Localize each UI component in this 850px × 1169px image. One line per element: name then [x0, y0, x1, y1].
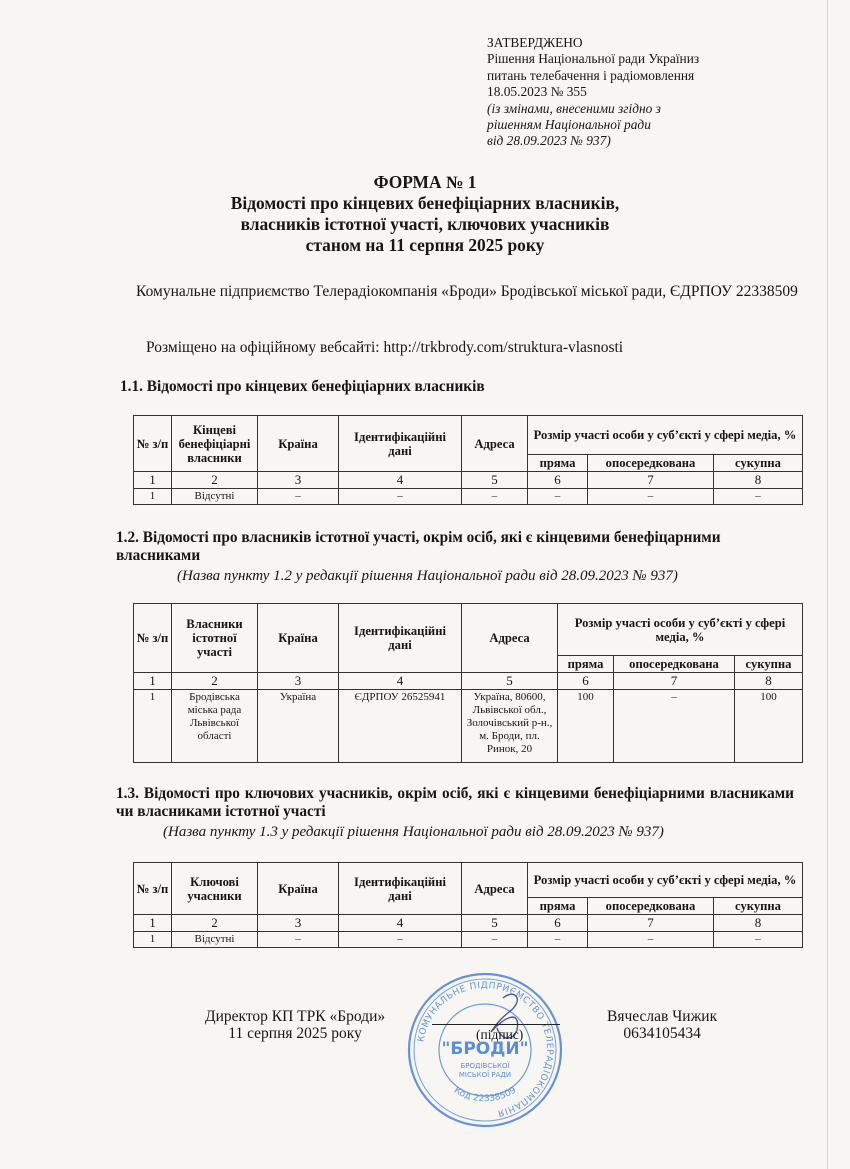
- approval-line: Рішення Національної ради Україниз: [487, 51, 700, 67]
- table-row: [134, 932, 803, 948]
- cell: –: [614, 690, 735, 763]
- column-number: 6: [558, 673, 614, 690]
- cell: –: [339, 932, 462, 948]
- organization-name: Комунальне підприємство Телерадіокомпанія «Броди» Бродівської міської ради, ЄДРПОУ 22338509: [136, 283, 798, 300]
- signer-name: Вячеслав Чижик: [607, 1008, 718, 1025]
- header-share: Розмір участі особи у суб’єкті у сфері медіа, %: [558, 604, 803, 656]
- column-number: 4: [339, 915, 462, 932]
- column-number: 3: [258, 472, 339, 489]
- cell: 100: [558, 690, 614, 763]
- cell: –: [462, 932, 528, 948]
- column-number: 7: [588, 472, 714, 489]
- official-seal: [405, 970, 565, 1130]
- header-owner: Кінцеві бенефіціарні власники: [172, 416, 258, 472]
- cell: –: [714, 489, 803, 505]
- cell: ЄДРПОУ 26525941: [339, 690, 462, 763]
- approval-line: питань телебачення і радіомовлення: [487, 67, 695, 83]
- header-id: Ідентифікаційні дані: [339, 863, 462, 915]
- cell: –: [462, 489, 528, 505]
- column-number: 5: [462, 673, 558, 690]
- signer-position-block: [205, 1008, 385, 1042]
- table-row: [134, 690, 803, 763]
- column-number: 2: [172, 673, 258, 690]
- approval-line: від 28.09.2023 № 937): [487, 133, 611, 149]
- header-num: № з/п: [134, 604, 172, 673]
- cell: –: [714, 932, 803, 948]
- header-owner: Власники істотної участі: [172, 604, 258, 673]
- column-number: 3: [258, 673, 339, 690]
- column-number: 3: [258, 915, 339, 932]
- column-number: 2: [172, 472, 258, 489]
- table-row: [134, 489, 803, 505]
- seal-sub-text: БРОДІВСЬКОЇ: [460, 1062, 510, 1070]
- approval-line: ЗАТВЕРДЖЕНО: [487, 35, 583, 50]
- header-owner: Ключові учасники: [172, 863, 258, 915]
- cell: –: [339, 489, 462, 505]
- header-direct: пряма: [528, 455, 588, 472]
- cell: –: [588, 932, 714, 948]
- column-number: 1: [134, 472, 172, 489]
- header-indirect: опосередкована: [614, 656, 735, 673]
- approval-block: [487, 35, 699, 150]
- section-note: (Назва пункту 1.2 у редакції рішення Національної ради від 28.09.2023 № 937): [177, 568, 678, 584]
- column-number: 8: [735, 673, 803, 690]
- header-total: сукупна: [714, 898, 803, 915]
- cell: Україна: [258, 690, 339, 763]
- form-title-line: власників істотної участі, ключових учасників: [240, 214, 610, 234]
- signer-position: Директор КП ТРК «Броди»: [205, 1008, 386, 1025]
- section-heading: 1.2. Відомості про власників істотної участі, окрім осіб, які є кінцевими бенефіцарними власниками: [116, 529, 721, 564]
- header-address: Адреса: [462, 416, 528, 472]
- cell: 100: [735, 690, 803, 763]
- cell: Відсутні: [172, 932, 258, 948]
- seal-center-text: "БРОДИ": [441, 1039, 529, 1059]
- approval-line: (із змінами, внесеними згідно з: [487, 100, 661, 116]
- approval-line: рішенням Національної ради: [487, 117, 651, 133]
- column-number: 6: [528, 472, 588, 489]
- form-title: [0, 172, 850, 256]
- seal-code-text: [452, 1085, 518, 1104]
- beneficiaries-table: [133, 415, 803, 505]
- seal-ring-label: КОМУНАЛЬНЕ ПІДПРИЄМСТВО ТЕЛЕРАДІОКОМПАНІЯ: [416, 980, 555, 1118]
- header-indirect: опосередкована: [588, 455, 714, 472]
- header-indirect: опосередкована: [588, 898, 714, 915]
- seal-sub-text: МІСЬКОЇ РАДИ: [458, 1071, 512, 1079]
- section-heading: 1.1. Відомості про кінцевих бенефіціарних власників: [120, 378, 485, 395]
- cell: –: [528, 932, 588, 948]
- header-address: Адреса: [462, 863, 528, 915]
- column-number: 2: [172, 915, 258, 932]
- key-participants-table: [133, 862, 803, 948]
- cell: –: [258, 932, 339, 948]
- form-title-line: Відомості про кінцевих бенефіціарних власників,: [230, 193, 620, 213]
- column-number: 5: [462, 915, 528, 932]
- column-number: 7: [614, 673, 735, 690]
- cell: Відсутні: [172, 489, 258, 505]
- column-number: 7: [588, 915, 714, 932]
- signer-name-block: [607, 1008, 717, 1042]
- column-number: 1: [134, 673, 172, 690]
- header-address: Адреса: [462, 604, 558, 673]
- significant-owners-table: [133, 603, 803, 763]
- cell: 1: [134, 690, 172, 763]
- header-country: Країна: [258, 863, 339, 915]
- header-num: № з/п: [134, 416, 172, 472]
- column-number: 4: [339, 673, 462, 690]
- header-id: Ідентифікаційні дані: [339, 416, 462, 472]
- header-total: сукупна: [735, 656, 803, 673]
- form-title-line: ФОРМА № 1: [373, 172, 477, 192]
- column-number: 6: [528, 915, 588, 932]
- header-share: Розмір участі особи у суб’єкті у сфері медіа, %: [528, 863, 803, 898]
- header-country: Країна: [258, 604, 339, 673]
- website-line: Розміщено на офіційному вебсайті: http://trkbrody.com/struktura-vlasnosti: [146, 339, 624, 356]
- column-number: 5: [462, 472, 528, 489]
- signature-line: [432, 1024, 560, 1025]
- section-note: (Назва пункту 1.3 у редакції рішення Національної ради від 28.09.2023 № 937): [163, 824, 664, 840]
- cell: Бродівська міська рада Львівської області: [172, 690, 258, 763]
- header-share: Розмір участі особи у суб’єкті у сфері медіа, %: [528, 416, 803, 455]
- signature-caption: (підпис): [476, 1027, 524, 1042]
- cell: Україна, 80600, Львівської обл., Золочівський р-н., м. Броди, пл. Ринок, 20: [462, 690, 558, 763]
- cell: 1: [134, 932, 172, 948]
- column-number: 4: [339, 472, 462, 489]
- column-number: 8: [714, 472, 803, 489]
- header-country: Країна: [258, 416, 339, 472]
- signature-date: 11 серпня 2025 року: [228, 1025, 362, 1042]
- section-heading: 1.3. Відомості про ключових учасників, окрім осіб, які є кінцевими бенефіціарними власниками чи власниками істотної участі: [116, 785, 794, 820]
- cell: –: [258, 489, 339, 505]
- column-number: 8: [714, 915, 803, 932]
- header-total: сукупна: [714, 455, 803, 472]
- cell: –: [528, 489, 588, 505]
- header-direct: пряма: [558, 656, 614, 673]
- header-id: Ідентифікаційні дані: [339, 604, 462, 673]
- cell: 1: [134, 489, 172, 505]
- header-direct: пряма: [528, 898, 588, 915]
- signer-phone: 0634105434: [623, 1025, 701, 1042]
- form-title-line: станом на 11 серпня 2025 року: [305, 235, 545, 255]
- seal-code: Код 22338509: [451, 1085, 519, 1105]
- header-num: № з/п: [134, 863, 172, 915]
- approval-line: 18.05.2023 № 355: [487, 84, 587, 100]
- cell: –: [588, 489, 714, 505]
- column-number: 1: [134, 915, 172, 932]
